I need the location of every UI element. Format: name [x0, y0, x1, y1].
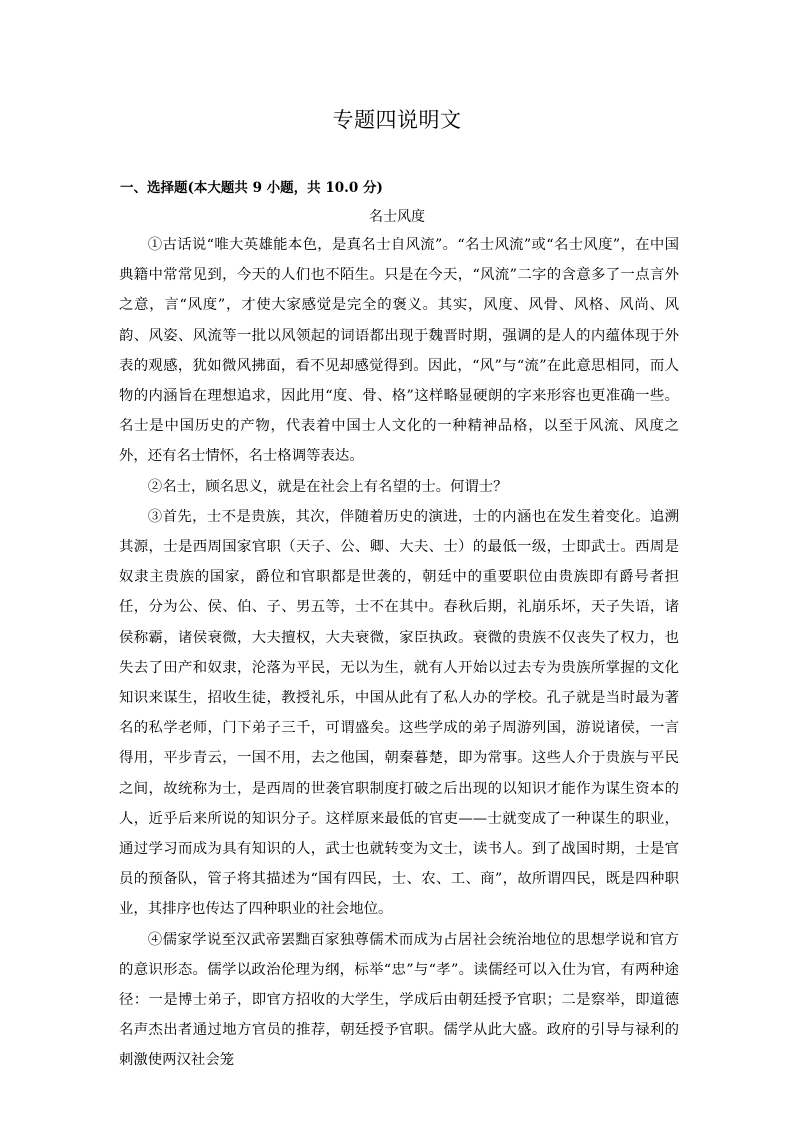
passage-body — [119, 230, 679, 1076]
passage-title: 名士风度 — [369, 209, 425, 225]
paragraph-2: ②名士，顾名思义，就是在社会上有名望的士。何谓士？ — [147, 478, 508, 495]
paragraph-3: ③首先，士不是贵族，其次，伴随着历史的演进，士的内涵也在发生着变化。追溯其源，士是西周国家官职（天子、公、卿、大夫、士）的最低一级，士即武士。西周是奴隶主贵族的国家，爵位和官职都是世袭的，朝廷中的重要职位由贵族即有爵号者担任，分为公、侯、伯、子、男五等，士不在其中。春秋后期，礼崩乐坏，天子失语，诸侯称霸，诸侯衰微，大夫擅权，大夫衰微，家臣执政。衰微的贵族不仅丧失了权力，也失去了田产和奴隶，沦落为平民，无以为生，就有人开始以过去专为贵族所掌握的文化知识来谋生，招收生徒，教授礼乐，中国从此有了私人办的学校。孔子就是当时最为著名的私学老师，门下弟子三千，可谓盛矣。这些学成的弟子周游列国，游说诸侯，一言得用，平步青云，一国不用，去之他国，朝秦暮楚，即为常事。这些人介于贵族与平民之间，故统称为士，是西周的世袭官职制度打破之后出现的以知识才能作为谋生资本的人，近乎后来所说的知识分子。这样原来最低的官吏——士就变成了一种谋生的职业，通过学习而成为具有知识的人，武士也就转变为文士，读书人。到了战国时期，士是官员的预备队，管子将其描述为“国有四民，士、农、工、商”，故所谓四民，既是四种职业，其排序也传达了四种职业的社会地位。 — [119, 508, 679, 918]
page-title: 专题四说明文 — [332, 108, 462, 132]
section-heading: 一、选择题(本大题共 9 小题，共 10.0 分) — [120, 180, 383, 196]
paragraph-1: ①古话说“唯大英雄能本色，是真名士自风流”。“名士风流”或“名士风度”，在中国典籍中常常见到，今天的人们也不陌生。只是在今天，“风流”二字的含意多了一点言外之意，言“风度”，才使大家感觉是完全的褒义。其实，风度、风骨、风格、风尚、风韵、风姿、风流等一批以风领起的词语都出现于魏晋时期，强调的是人的内蕴体现于外表的观感，犹如微风拂面，看不见却感觉得到。因此，“风”与“流”在此意思相同，而人物的内涵旨在理想追求，因此用“度、骨、格”这样略显硬朗的字来形容也更准确一些。名士是中国历史的产物，代表着中国士人文化的一种精神品格，以至于风流、风度之外，还有名士情怀，名士格调等表达。 — [119, 237, 679, 465]
paragraph-4: ④儒家学说至汉武帝罢黜百家独尊儒术而成为占居社会统治地位的思想学说和官方的意识形态。儒学以政治伦理为纲，标举“忠”与“孝”。读儒经可以入仕为官，有两种途径：一是博士弟子，即官方招收的大学生，学成后由朝廷授予官职；二是察举，即道德名声杰出者通过地方官员的推荐，朝廷授予官职。儒学从此大盛。政府的引导与禄利的刺激使两汉社会笼 — [119, 931, 679, 1069]
